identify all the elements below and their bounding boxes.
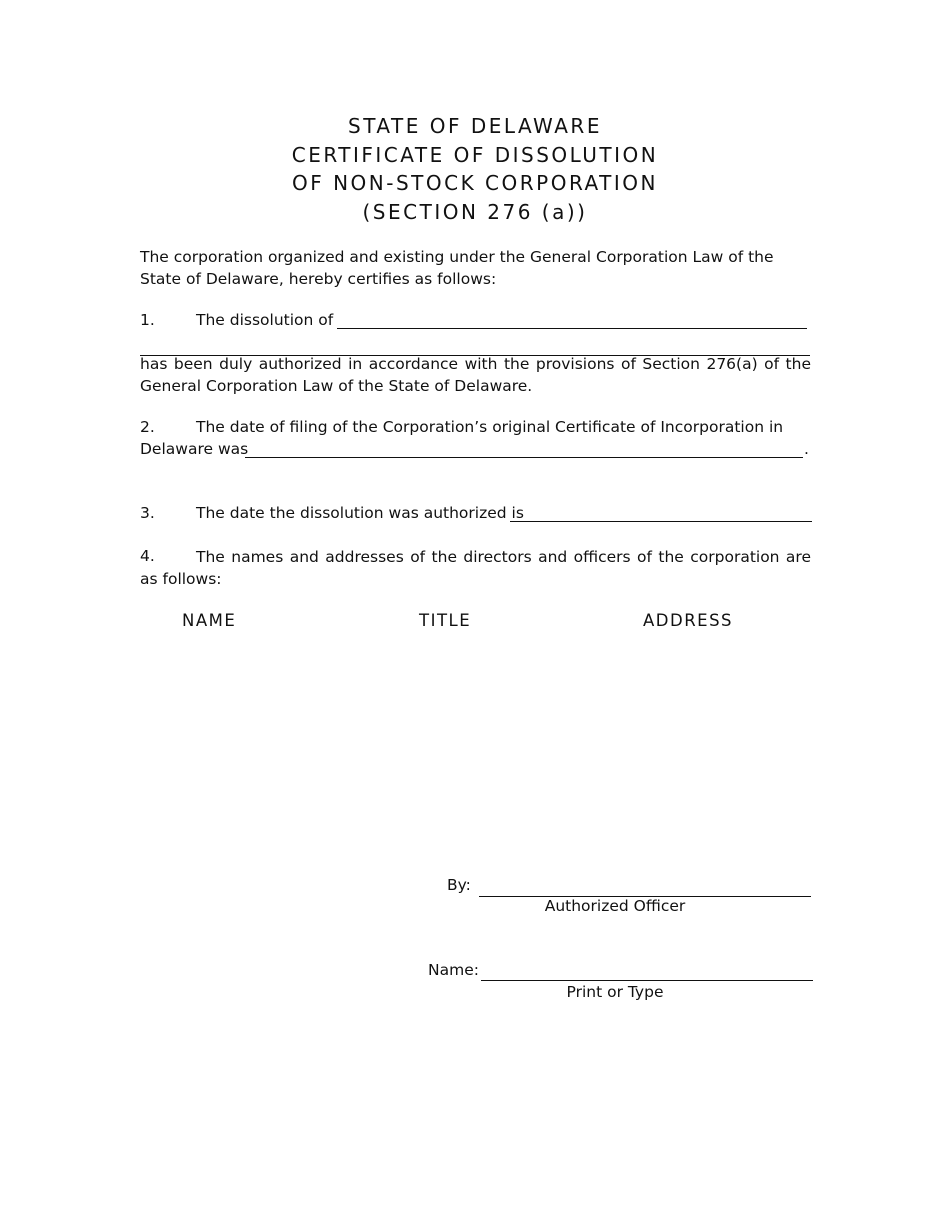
item-1-number: 1. [140,311,155,329]
column-header-address: ADDRESS [643,611,734,630]
item-3-number: 3. [140,504,155,522]
item-1-label: The dissolution of [196,311,334,329]
title-line-1: STATE OF DELAWARE [348,114,602,138]
incorporation-date-blank[interactable] [245,457,803,458]
title-line-2: CERTIFICATE OF DISSOLUTION [291,142,659,167]
item-2-text: The date of filing of the Corporation’s original Certificate of Incorporation in [196,418,784,436]
title-line-3: OF NON-STOCK CORPORATION [291,171,658,195]
item-4-number: 4. [140,547,155,565]
item-2-line2-label: Delaware was [140,440,249,458]
printed-name-blank[interactable] [481,980,813,981]
item-2-period: . [804,440,809,458]
document-title [0,112,950,226]
corporation-name-blank[interactable] [337,328,807,329]
item-4-text: The names and addresses of the directors and officers of the corporation are as follows: [140,548,811,588]
column-header-name: NAME [182,611,237,630]
dissolution-date-blank[interactable] [510,521,812,522]
by-label: By: [447,876,471,894]
title-line-4: (SECTION 276 (a)) [362,199,588,224]
intro-paragraph: The corporation organized and existing under the General Corporation Law of the State of Delaware, hereby certifies as follows: [140,248,774,288]
item-2-number: 2. [140,418,155,436]
name-label: Name: [428,961,479,979]
item-1-continuation: has been duly authorized in accordance with the provisions of Section 276(a) of the General Corporation Law of the State of Delaware. [140,355,811,395]
print-or-type-caption: Print or Type [566,983,664,1001]
item-3-label: The date the dissolution was authorized is [196,504,524,522]
column-header-title: TITLE [419,611,472,630]
authorized-officer-caption: Authorized Officer [544,897,686,915]
